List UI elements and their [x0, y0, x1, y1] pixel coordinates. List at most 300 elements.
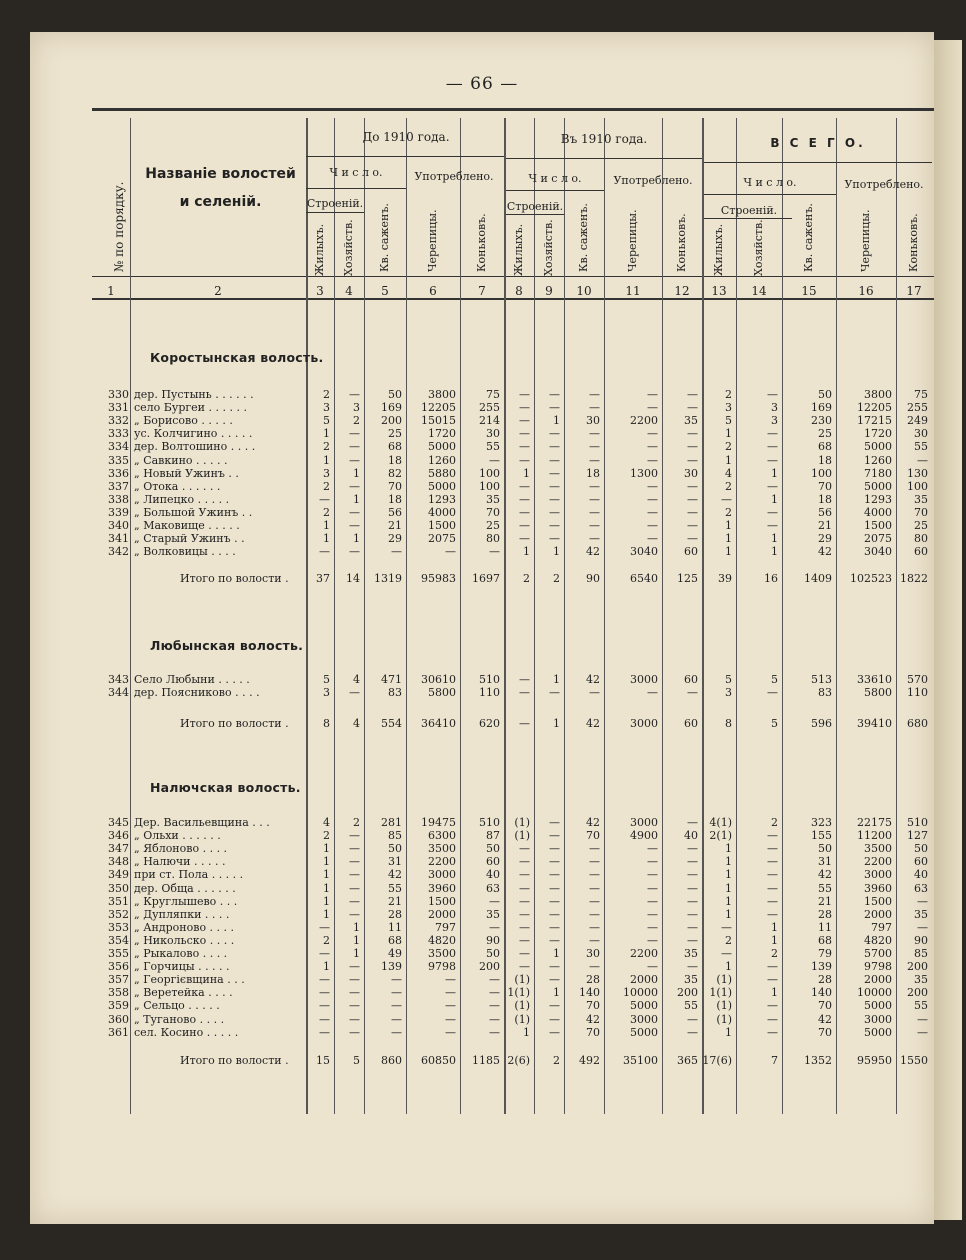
value-cell: 1500	[428, 894, 456, 908]
value-cell: —	[917, 920, 928, 934]
value-cell: —	[687, 907, 698, 921]
value-cell: —	[647, 388, 658, 401]
header-rule	[92, 276, 934, 277]
table-row	[30, 532, 934, 545]
total-cell: 1697	[472, 572, 500, 585]
value-cell: 200	[907, 986, 928, 1000]
value-cell: —	[767, 440, 778, 454]
value-cell: —	[391, 999, 402, 1013]
stroeniy-header-2: Строеній.	[506, 200, 564, 213]
row-number: 333	[108, 427, 129, 441]
value-cell: 70	[914, 505, 928, 519]
value-cell: 1	[771, 920, 778, 934]
value-cell: 50	[486, 842, 500, 856]
value-cell: 35	[684, 414, 698, 428]
row-number: 348	[108, 855, 129, 869]
value-cell: —	[549, 505, 560, 519]
value-cell: 4820	[864, 933, 892, 947]
total-cell: 2(6)	[507, 1054, 530, 1067]
value-cell: —	[767, 881, 778, 895]
group-rule	[306, 188, 406, 189]
total-row	[30, 1054, 934, 1067]
row-number: 343	[108, 673, 129, 686]
value-cell: 1	[771, 532, 778, 546]
total-cell: 1550	[900, 1054, 928, 1067]
value-cell: 5700	[864, 947, 892, 960]
value-cell: —	[549, 1012, 560, 1026]
value-cell: 42	[818, 1012, 832, 1026]
value-cell: 60	[684, 545, 698, 559]
value-cell: —	[589, 532, 600, 546]
value-cell: —	[549, 492, 560, 506]
value-cell: 21	[388, 519, 402, 532]
value-cell: 85	[388, 829, 402, 843]
value-cell: 1	[553, 673, 560, 686]
row-number: 358	[108, 986, 129, 1000]
value-cell: —	[589, 519, 600, 532]
value-cell: —	[589, 401, 600, 415]
row-number: 346	[108, 829, 129, 843]
stroeniy-header-3: Строеній.	[720, 204, 778, 217]
value-cell: 255	[907, 401, 928, 415]
value-cell: 82	[388, 466, 402, 480]
value-cell: —	[917, 894, 928, 908]
value-cell: —	[445, 999, 456, 1013]
value-cell: 1	[725, 532, 732, 546]
value-cell: 18	[388, 453, 402, 467]
value-cell: —	[319, 973, 330, 987]
value-cell: 42	[586, 816, 600, 829]
value-cell: 35	[486, 907, 500, 921]
value-cell: (1)	[514, 816, 530, 829]
value-cell: —	[349, 986, 360, 1000]
value-cell: 35	[914, 973, 928, 987]
table-row	[30, 480, 934, 493]
value-cell: 18	[586, 466, 600, 480]
group-rule	[704, 162, 932, 163]
value-cell: —	[349, 1012, 360, 1026]
value-cell: 5000	[864, 479, 892, 493]
value-cell: —	[349, 907, 360, 921]
value-cell: 4000	[428, 505, 456, 519]
value-cell: 5000	[428, 479, 456, 493]
value-cell: —	[391, 973, 402, 987]
value-cell: —	[519, 519, 530, 532]
value-cell: 28	[586, 973, 600, 987]
value-cell: 3960	[864, 881, 892, 895]
value-cell: 2	[353, 414, 360, 428]
upotr-header-3: Употреблено.	[844, 178, 924, 191]
value-cell: 12205	[421, 401, 456, 415]
value-cell: 40	[486, 868, 500, 882]
value-cell: —	[647, 907, 658, 921]
column-number: 7	[478, 284, 486, 298]
value-cell: —	[549, 933, 560, 947]
value-cell: —	[445, 1025, 456, 1039]
settlement-name: Село Любыни . . . . .	[134, 673, 250, 686]
total-cell: 6540	[630, 572, 658, 585]
value-cell: 35	[684, 947, 698, 960]
value-cell: 4	[323, 816, 330, 829]
value-cell: —	[519, 453, 530, 467]
value-cell: 3	[771, 414, 778, 428]
settlement-name: „ Круглышево . . .	[134, 894, 238, 908]
chislo-header-3: Ч и с л о.	[743, 176, 797, 189]
value-cell: 3	[771, 401, 778, 415]
total-label: Итого по волости .	[180, 1054, 289, 1067]
row-number: 351	[108, 894, 129, 908]
value-cell: 5	[771, 673, 778, 686]
value-cell: 1	[553, 545, 560, 559]
value-cell: —	[589, 427, 600, 441]
subheader-konkov: Коньковъ.	[907, 213, 920, 272]
row-number: 361	[108, 1025, 129, 1039]
total-cell: 680	[907, 717, 928, 730]
total-cell: 102523	[850, 572, 892, 585]
value-cell: 1	[323, 842, 330, 856]
row-number: 354	[108, 933, 129, 947]
value-cell: 75	[914, 388, 928, 401]
value-cell: 3000	[864, 1012, 892, 1026]
table-row	[30, 908, 934, 921]
value-cell: 3	[323, 466, 330, 480]
total-cell: 620	[479, 717, 500, 730]
value-cell: 56	[388, 505, 402, 519]
table-row	[30, 921, 934, 934]
value-cell: —	[519, 947, 530, 960]
value-cell: —	[647, 440, 658, 454]
value-cell: 5000	[428, 440, 456, 454]
value-cell: —	[687, 453, 698, 467]
value-cell: 200	[479, 960, 500, 974]
value-cell: 570	[907, 673, 928, 686]
value-cell: 127	[907, 829, 928, 843]
value-cell: 1	[323, 907, 330, 921]
value-cell: 12205	[857, 401, 892, 415]
subheader-khozyaist: Хозяйств.	[342, 219, 355, 276]
value-cell: —	[319, 920, 330, 934]
value-cell: 9798	[864, 960, 892, 974]
value-cell: 2075	[864, 532, 892, 546]
value-cell: —	[519, 920, 530, 934]
value-cell: 130	[907, 466, 928, 480]
value-cell: —	[391, 545, 402, 559]
row-number: 335	[108, 453, 129, 467]
value-cell: —	[589, 868, 600, 882]
value-cell: 1(1)	[507, 986, 530, 1000]
col-order-header: № по порядку.	[112, 181, 126, 272]
value-cell: 1	[771, 466, 778, 480]
value-cell: 90	[486, 933, 500, 947]
value-cell: 3960	[428, 881, 456, 895]
value-cell: 249	[907, 414, 928, 428]
value-cell: 3000	[428, 868, 456, 882]
value-cell: 214	[479, 414, 500, 428]
value-cell: 510	[479, 673, 500, 686]
value-cell: —	[519, 868, 530, 882]
value-cell: 3040	[630, 545, 658, 559]
colnum-rule	[92, 298, 934, 300]
value-cell: 55	[388, 881, 402, 895]
value-cell: —	[589, 505, 600, 519]
value-cell: 35	[486, 492, 500, 506]
table-row	[30, 545, 934, 558]
value-cell: —	[445, 973, 456, 987]
value-cell: 2200	[630, 947, 658, 960]
value-cell: —	[589, 440, 600, 454]
value-cell: —	[489, 545, 500, 559]
value-cell: —	[767, 855, 778, 869]
total-cell: 125	[677, 572, 698, 585]
table-row	[30, 467, 934, 480]
value-cell: —	[519, 401, 530, 415]
row-number: 334	[108, 440, 129, 454]
value-cell: 80	[486, 532, 500, 546]
value-cell: —	[349, 686, 360, 700]
value-cell: 1260	[864, 453, 892, 467]
value-cell: —	[721, 947, 732, 960]
total-cell: 1319	[374, 572, 402, 585]
table-row	[30, 388, 934, 401]
total-cell: 8	[323, 717, 330, 730]
total-label: Итого по волости .	[180, 717, 289, 730]
value-cell: 42	[586, 1012, 600, 1026]
value-cell: 100	[479, 466, 500, 480]
value-cell: 22175	[857, 816, 892, 829]
subheader-kv-sazhen: Кв. саженъ.	[802, 203, 815, 272]
value-cell: 100	[479, 479, 500, 493]
value-cell: 3000	[630, 673, 658, 686]
chislo-header-1: Ч и с л о.	[329, 166, 383, 179]
total-cell: 35100	[623, 1054, 658, 1067]
value-cell: 2	[725, 440, 732, 454]
value-cell: —	[549, 519, 560, 532]
value-cell: 79	[818, 947, 832, 960]
value-cell: —	[489, 1025, 500, 1039]
settlement-name: „ Андроново . . . .	[134, 920, 235, 934]
value-cell: 1	[353, 933, 360, 947]
value-cell: (1)	[716, 1012, 732, 1026]
settlement-name: „ Волковицы . . . .	[134, 545, 236, 559]
value-cell: 1	[353, 532, 360, 546]
value-cell: —	[687, 933, 698, 947]
table-row	[30, 973, 934, 986]
value-cell: 2000	[428, 907, 456, 921]
value-cell: 100	[811, 466, 832, 480]
value-cell: 42	[818, 545, 832, 559]
value-cell: —	[687, 532, 698, 546]
chislo-header-2: Ч и с л о.	[528, 172, 582, 185]
value-cell: 1	[323, 855, 330, 869]
value-cell: 5000	[864, 440, 892, 454]
value-cell: —	[647, 686, 658, 700]
value-cell: 35	[684, 973, 698, 987]
table-row	[30, 960, 934, 973]
value-cell: —	[589, 907, 600, 921]
value-cell: —	[687, 479, 698, 493]
value-cell: 50	[818, 842, 832, 856]
stroeniy-rule	[704, 218, 792, 219]
value-cell: 3500	[864, 842, 892, 856]
value-cell: —	[519, 532, 530, 546]
value-cell: 1	[725, 868, 732, 882]
value-cell: —	[647, 960, 658, 974]
value-cell: 1293	[428, 492, 456, 506]
total-cell: 365	[677, 1054, 698, 1067]
value-cell: —	[549, 881, 560, 895]
value-cell: —	[767, 479, 778, 493]
value-cell: 70	[818, 1025, 832, 1039]
page-number: — 66 —	[445, 74, 519, 94]
total-cell: 1352	[804, 1054, 832, 1067]
column-number: 13	[711, 284, 727, 298]
value-cell: —	[767, 1012, 778, 1026]
value-cell: —	[519, 673, 530, 686]
value-cell: 11200	[857, 829, 892, 843]
value-cell: 5880	[428, 466, 456, 480]
value-cell: 70	[388, 479, 402, 493]
value-cell: —	[519, 907, 530, 921]
total-cell: 1822	[900, 572, 928, 585]
row-number: 349	[108, 868, 129, 882]
row-number: 336	[108, 466, 129, 480]
value-cell: 11	[388, 920, 402, 934]
row-number: 338	[108, 492, 129, 506]
table-row	[30, 855, 934, 868]
value-cell: 1500	[428, 519, 456, 532]
value-cell: —	[687, 960, 698, 974]
total-cell: 2	[553, 572, 560, 585]
value-cell: —	[589, 933, 600, 947]
value-cell: —	[589, 881, 600, 895]
table-row	[30, 999, 934, 1012]
value-cell: —	[519, 440, 530, 454]
total-cell: 7	[771, 1054, 778, 1067]
row-number: 332	[108, 414, 129, 428]
table-row	[30, 686, 934, 699]
section-title: Коростынская волость.	[150, 350, 324, 365]
value-cell: 255	[479, 401, 500, 415]
value-cell: 2	[771, 816, 778, 829]
total-cell: 60	[684, 717, 698, 730]
value-cell: 2075	[428, 532, 456, 546]
value-cell: —	[647, 427, 658, 441]
value-cell: —	[549, 855, 560, 869]
value-cell: —	[349, 894, 360, 908]
row-number: 352	[108, 907, 129, 921]
value-cell: 19475	[421, 816, 456, 829]
value-cell: —	[549, 427, 560, 441]
value-cell: 29	[388, 532, 402, 546]
table-row	[30, 934, 934, 947]
row-number: 355	[108, 947, 129, 960]
value-cell: 2000	[630, 973, 658, 987]
value-cell: 55	[914, 999, 928, 1013]
value-cell: 155	[811, 829, 832, 843]
value-cell: 1	[725, 894, 732, 908]
subheader-zhilykh: Жилыхъ.	[512, 223, 525, 276]
settlement-name: „ Налючи . . . . .	[134, 855, 226, 869]
value-cell: 30	[586, 414, 600, 428]
value-cell: —	[319, 492, 330, 506]
table-row	[30, 454, 934, 467]
table-row	[30, 427, 934, 440]
total-cell: 8	[725, 717, 732, 730]
value-cell: 3800	[428, 388, 456, 401]
value-cell: —	[489, 894, 500, 908]
value-cell: 139	[811, 960, 832, 974]
table-row	[30, 829, 934, 842]
value-cell: 1720	[864, 427, 892, 441]
table-row	[30, 440, 934, 453]
group-rule	[306, 156, 504, 157]
table-row	[30, 882, 934, 895]
value-cell: 1500	[864, 894, 892, 908]
value-cell: —	[519, 492, 530, 506]
value-cell: 2000	[864, 907, 892, 921]
total-cell: 16	[764, 572, 778, 585]
value-cell: 1	[725, 907, 732, 921]
value-cell: —	[549, 868, 560, 882]
total-cell: 5	[771, 717, 778, 730]
value-cell: —	[489, 453, 500, 467]
value-cell: 5000	[864, 1025, 892, 1039]
column-number: 14	[751, 284, 767, 298]
value-cell: 42	[818, 868, 832, 882]
group-rule	[506, 158, 702, 159]
value-cell: 513	[811, 673, 832, 686]
value-cell: 21	[388, 894, 402, 908]
total-cell: 95950	[857, 1054, 892, 1067]
value-cell: 50	[914, 842, 928, 856]
row-number: 340	[108, 519, 129, 532]
subheader-kv-sazhen: Кв. саженъ.	[577, 203, 590, 272]
column-number: 11	[625, 284, 641, 298]
value-cell: 281	[381, 816, 402, 829]
settlement-name: „ Липецко . . . . .	[134, 492, 230, 506]
next-page-edge	[934, 40, 962, 1220]
total-cell: 5	[353, 1054, 360, 1067]
row-number: 347	[108, 842, 129, 856]
value-cell: 18	[818, 492, 832, 506]
column-number: 16	[858, 284, 874, 298]
group-total: В С Е Г О.	[770, 136, 866, 150]
value-cell: —	[549, 401, 560, 415]
value-cell: 2200	[630, 414, 658, 428]
value-cell: —	[349, 505, 360, 519]
value-cell: 5800	[428, 686, 456, 700]
value-cell: 1	[725, 960, 732, 974]
value-cell: 1720	[428, 427, 456, 441]
value-cell: 60	[914, 545, 928, 559]
value-cell: 50	[818, 388, 832, 401]
value-cell: 1	[323, 532, 330, 546]
settlement-name: „ Рыкалово . . . .	[134, 947, 228, 960]
column-number: 10	[576, 284, 592, 298]
value-cell: 50	[486, 947, 500, 960]
value-cell: —	[489, 1012, 500, 1026]
value-cell: 68	[818, 440, 832, 454]
value-cell: 18	[818, 453, 832, 467]
value-cell: 3000	[630, 1012, 658, 1026]
value-cell: 15015	[421, 414, 456, 428]
value-cell: —	[589, 479, 600, 493]
value-cell: —	[647, 920, 658, 934]
value-cell: 3	[323, 401, 330, 415]
total-cell: 1409	[804, 572, 832, 585]
value-cell: —	[767, 960, 778, 974]
value-cell: 83	[388, 686, 402, 700]
